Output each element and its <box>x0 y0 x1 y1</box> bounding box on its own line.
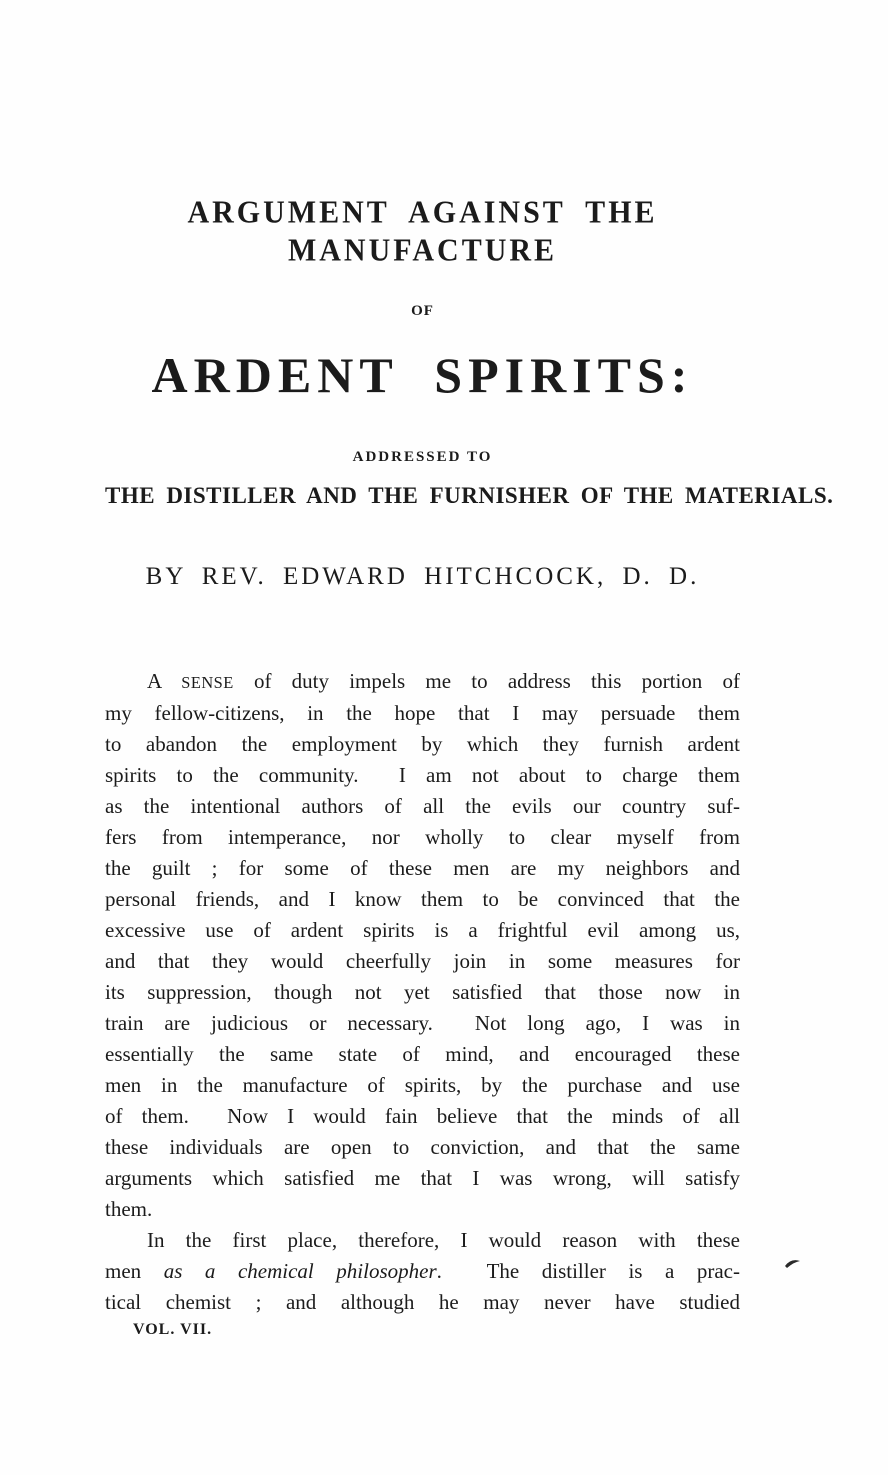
text-line <box>105 946 740 977</box>
text-line <box>105 1132 740 1163</box>
text-line <box>105 1101 740 1132</box>
text-line <box>105 698 740 729</box>
text-segment: men <box>105 1259 164 1283</box>
page-content <box>105 195 834 1339</box>
text-segment: my fellow-citizens, in the hope that I may persuade them <box>105 701 740 725</box>
dedication-line: THE DISTILLER AND THE FURNISHER OF THE MATERIALS. <box>105 483 834 508</box>
text-segment: to abandon the employment by which they furnish ardent <box>105 732 740 756</box>
text-segment: excessive use of ardent spirits is a frightful evil among us, <box>105 918 740 942</box>
italic-phrase: as a chemical philosopher <box>163 1259 437 1283</box>
text-segment: tical chemist ; and although he may never have studied <box>105 1290 740 1314</box>
text-segment: arguments which satisfied me that I was wrong, will satisfy <box>105 1166 740 1190</box>
text-line <box>105 1225 740 1256</box>
addressed-to-label: ADDRESSED TO <box>352 449 493 465</box>
title-line-1: ARGUMENT AGAINST THE MANUFACTURE <box>187 195 658 268</box>
text-segment: its suppression, though not yet satisfied that those now in <box>105 980 740 1004</box>
text-segment: fers from intemperance, nor wholly to clear myself from <box>105 825 740 849</box>
text-line <box>105 1256 740 1287</box>
text-segment: as the intentional authors of all the evils our country suf- <box>105 794 740 818</box>
volume-label: VOL. VII. <box>133 1321 213 1338</box>
text-segment: essentially the same state of mind, and encouraged these <box>105 1042 740 1066</box>
text-line <box>105 791 740 822</box>
text-line <box>105 1070 740 1101</box>
small-caps-word: SENSE <box>181 673 234 692</box>
text-segment: the guilt ; for some of these men are my neighbors and <box>105 856 740 880</box>
text-segment: In the first place, therefore, I would reason with these <box>147 1228 740 1252</box>
text-segment: them. <box>105 1197 153 1221</box>
text-line <box>105 1039 740 1070</box>
text-segment: these individuals are open to conviction, and that the same <box>105 1135 740 1159</box>
body-text <box>105 666 740 1318</box>
paragraph <box>105 666 740 1225</box>
text-segment: personal friends, and I know them to be convinced that the <box>105 887 740 911</box>
page-title: ARDENT SPIRITS: <box>151 347 694 403</box>
text-line <box>105 853 740 884</box>
text-segment: train are judicious or necessary. Not long ago, I was in <box>105 1011 740 1035</box>
text-segment: of them. Now I would fain believe that the minds of all <box>105 1104 740 1128</box>
text-line <box>105 1287 740 1318</box>
text-segment: men in the manufacture of spirits, by the purchase and use <box>105 1073 740 1097</box>
text-line <box>105 1008 740 1039</box>
text-segment: and that they would cheerfully join in some measures for <box>105 949 740 973</box>
text-line <box>105 915 740 946</box>
text-line <box>105 1194 740 1225</box>
text-line <box>105 822 740 853</box>
text-line <box>105 1163 740 1194</box>
text-line <box>105 729 740 760</box>
text-segment: A <box>147 669 182 693</box>
text-line <box>105 977 740 1008</box>
author-byline: BY REV. EDWARD HITCHCOCK, D. D. <box>145 563 700 590</box>
paragraph <box>105 1225 740 1318</box>
title-of: OF <box>411 303 434 319</box>
text-line <box>105 760 740 791</box>
text-segment: spirits to the community. I am not about to charge them <box>105 763 740 787</box>
text-segment: . The distiller is a prac- <box>436 1259 740 1283</box>
text-segment: of duty impels me to address this portion of <box>233 669 740 693</box>
text-line <box>105 884 740 915</box>
text-line <box>105 666 740 698</box>
pen-stroke-mark <box>784 1256 802 1270</box>
